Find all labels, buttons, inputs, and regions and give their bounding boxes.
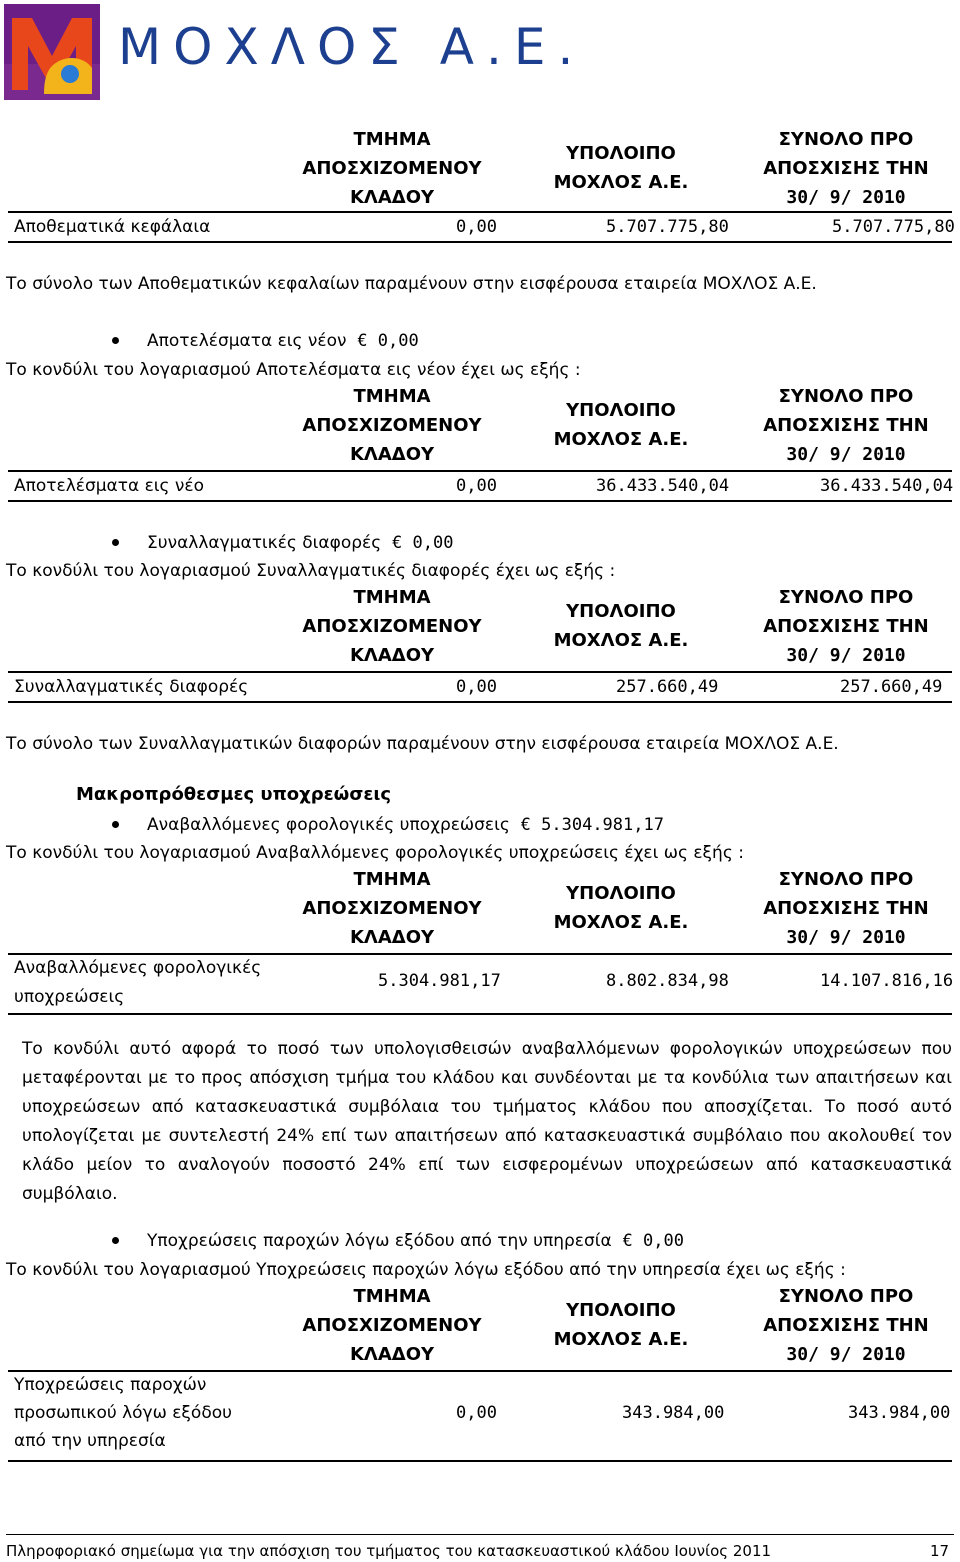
table-retained-earnings [8,382,952,502]
bullet-dot [112,821,119,828]
row-label: Συναλλαγματικές διαφορές [14,677,249,697]
col-header-total: ΣΥΝΟΛΟ ΠΡΟ ΑΠΟΣΧΙΣΗΣ ΤΗΝ 30/ 9/ 2010 [763,587,929,666]
value-balance: 257.660,49 [616,677,719,697]
value-total: 14.107.816,16 [820,971,954,991]
page-number: 17 [930,1542,950,1560]
bullet-dot [112,539,119,546]
bullet-employee-benefits: Υποχρεώσεις παροχών λόγω εξόδου από την υπηρεσία € 0,00 [147,1231,684,1251]
table-deferred-tax [8,865,952,1015]
row-label-line3: από την υπηρεσία [14,1431,166,1451]
value-balance: 36.433.540,04 [596,476,730,496]
row-label-line2: υποχρεώσεις [14,987,125,1007]
col-header-segment: ΤΜΗΜΑ ΑΠΟΣΧΙΖΟΜΕΝΟΥ ΚΛΑΔΟΥ [302,129,482,208]
bullet-dot [112,337,119,344]
note-fx-differences: Το σύνολο των Συναλλαγματικών διαφορών παραμένουν στην εισφέρουσα εταιρεία ΜΟΧΛΟΣ Α.Ε. [6,734,839,754]
intro-deferred-tax: Το κονδύλι του λογαριασμού Αναβαλλόμενες φορολογικές υποχρεώσεις έχει ως εξής : [6,843,744,863]
row-label-line1: Υποχρεώσεις παροχών [14,1375,207,1395]
row-divider [8,1013,952,1015]
intro-fx-differences: Το κονδύλι του λογαριασμού Συναλλαγματικές διαφορές έχει ως εξής : [6,561,616,581]
section-title: Μακροπρόθεσμες υποχρεώσεις [76,784,392,805]
company-title: ΜΟΧΛΟΣ Α.Ε. [118,18,586,76]
value-total: 36.433.540,04 [820,476,954,496]
bullet-fx-differences: Συναλλαγματικές διαφορές € 0,00 [147,533,454,553]
value-balance: 8.802.834,98 [606,971,729,991]
value-segment: 0,00 [456,476,497,496]
col-header-total: ΣΥΝΟΛΟ ΠΡΟ ΑΠΟΣΧΙΣΗΣ ΤΗΝ 30/ 9/ 2010 [763,1286,929,1365]
intro-retained-earnings: Το κονδύλι του λογαριασμού Αποτελέσματα εις νέον έχει ως εξής : [6,360,581,380]
value-total: 5.707.775,80 [832,217,955,237]
col-header-total: ΣΥΝΟΛΟ ΠΡΟ ΑΠΟΣΧΙΣΗΣ ΤΗΝ 30/ 9/ 2010 [763,869,929,948]
col-header-total: ΣΥΝΟΛΟ ΠΡΟ ΑΠΟΣΧΙΣΗΣ ΤΗΝ 30/ 9/ 2010 [763,129,929,208]
row-divider [8,1460,952,1462]
table-employee-benefits [8,1282,952,1462]
col-header-total: ΣΥΝΟΛΟ ΠΡΟ ΑΠΟΣΧΙΣΗΣ ΤΗΝ 30/ 9/ 2010 [763,386,929,465]
value-segment: 5.304.981,17 [378,971,501,991]
col-header-balance: ΥΠΟΛΟΙΠΟ ΜΟΧΛΟΣ Α.Ε. [553,883,689,933]
row-divider [8,241,952,243]
col-header-balance: ΥΠΟΛΟΙΠΟ ΜΟΧΛΟΣ Α.Ε. [553,400,689,450]
company-logo [4,4,100,100]
value-total: 257.660,49 [840,677,943,697]
logo-graphic [4,4,100,100]
col-header-balance: ΥΠΟΛΟΙΠΟ ΜΟΧΛΟΣ Α.Ε. [553,143,689,193]
col-header-segment: ΤΜΗΜΑ ΑΠΟΣΧΙΖΟΜΕΝΟΥ ΚΛΑΔΟΥ [302,386,482,465]
row-divider [8,701,952,703]
note-reserves: Το σύνολο των Αποθεματικών κεφαλαίων παραμένουν στην εισφέρουσα εταιρεία ΜΟΧΛΟΣ Α.Ε. [6,274,817,294]
footer-divider [6,1534,954,1535]
col-header-segment: ΤΜΗΜΑ ΑΠΟΣΧΙΖΟΜΕΝΟΥ ΚΛΑΔΟΥ [302,1286,482,1365]
col-header-balance: ΥΠΟΛΟΙΠΟ ΜΟΧΛΟΣ Α.Ε. [553,1300,689,1350]
row-divider [8,500,952,502]
row-label-line2: προσωπικού λόγω εξόδου [14,1403,232,1423]
table-fx-differences [8,583,952,703]
row-label: Αποθεματικά κεφάλαια [14,217,211,237]
intro-employee-benefits: Το κονδύλι του λογαριασμού Υποχρεώσεις παροχών λόγω εξόδου από την υπηρεσία έχει ως εξής : [6,1260,846,1280]
col-header-segment: ΤΜΗΜΑ ΑΠΟΣΧΙΖΟΜΕΝΟΥ ΚΛΑΔΟΥ [302,587,482,666]
col-header-segment: ΤΜΗΜΑ ΑΠΟΣΧΙΖΟΜΕΝΟΥ ΚΛΑΔΟΥ [302,869,482,948]
footer-text: Πληροφοριακό σημείωμα για την απόσχιση του τμήματος του κατασκευαστικού κλάδου Ιουνίος 2011 [6,1542,772,1560]
row-label: Αποτελέσματα εις νέο [14,476,204,496]
value-balance: 5.707.775,80 [606,217,729,237]
value-balance: 343.984,00 [622,1403,725,1423]
bullet-dot [112,1237,119,1244]
value-total: 343.984,00 [848,1403,951,1423]
value-segment: 0,00 [456,1403,497,1423]
col-header-balance: ΥΠΟΛΟΙΠΟ ΜΟΧΛΟΣ Α.Ε. [553,601,689,651]
table-reserves [8,123,955,243]
deferred-tax-explanation: Το κονδύλι αυτό αφορά το ποσό των υπολογισθεισών αναβαλλόμενων φορολογικών υποχρεώσεων που μεταφέρονται με το προς απόσχιση τμήμα του κλάδου και συνδέονται με τα κονδύλια των απαιτήσεων και υποχρεώσεων από κατασκευαστικά συμβόλαια του τμήματος κλάδου που αποσχίζεται. Το ποσό αυτό υπολογίζεται με συντελεστή 24% επί των απαιτήσεων από κατασκευαστικά συμβόλαιο που ακολουθεί τον κλάδο μείον το αναλογούν ποσοστό 24% επί των εισφερομένων υποχρεώσεων από κατασκευαστικά συμβόλαιο. [22,1039,952,1204]
bullet-deferred-tax: Αναβαλλόμενες φορολογικές υποχρεώσεις € 5.304.981,17 [147,815,664,835]
value-segment: 0,00 [456,677,497,697]
row-label-line1: Αναβαλλόμενες φορολογικές [14,958,262,978]
bullet-retained-earnings: Αποτελέσματα εις νέον € 0,00 [147,331,419,351]
value-segment: 0,00 [456,217,497,237]
